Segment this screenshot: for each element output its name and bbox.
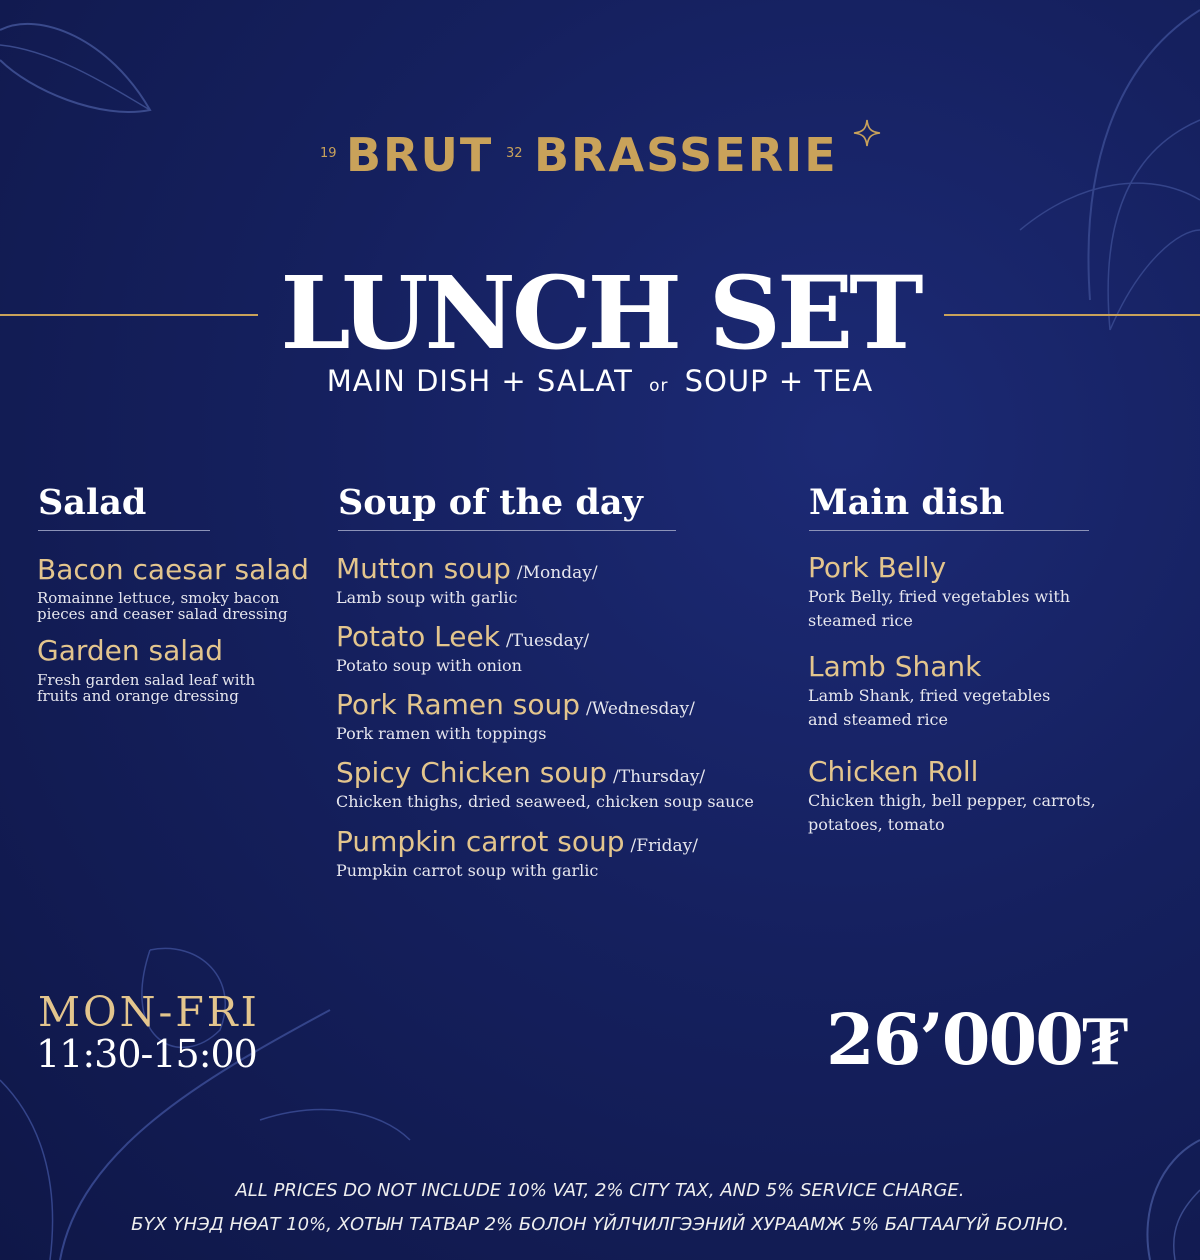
desc-line: and steamed rice — [808, 710, 948, 729]
menu-item-desc — [808, 684, 1050, 732]
menu-item-desc — [37, 590, 288, 622]
menu-item-desc: Chicken thighs, dried seaweed, chicken soup sauce — [336, 792, 754, 811]
service-days: MON-FRI — [38, 988, 260, 1036]
soup-name: Pork Ramen soup — [336, 688, 581, 721]
soup-name: Mutton soup — [336, 552, 511, 585]
soup-day: /Thursday/ — [613, 767, 706, 787]
soup-heading: Soup of the day — [338, 482, 643, 523]
leaf-decoration-top-left — [0, 0, 160, 150]
menu-item-desc: Potato soup with onion — [336, 656, 522, 675]
soup-day: /Wednesday/ — [586, 699, 695, 719]
menu-item-name — [336, 688, 695, 721]
soup-heading-rule — [338, 530, 676, 531]
menu-item-desc: Pork ramen with toppings — [336, 724, 547, 743]
menu-item-desc — [808, 789, 1096, 837]
menu-item-desc: Lamb soup with garlic — [336, 588, 518, 607]
brand-logo — [318, 118, 898, 188]
menu-item-desc — [808, 585, 1070, 633]
leaf-decoration-bottom-left — [0, 920, 420, 1260]
desc-line: Romainne lettuce, smoky bacon — [37, 589, 280, 607]
main-heading: Main dish — [809, 482, 1005, 523]
main-heading-rule — [809, 530, 1089, 531]
desc-line: Chicken thigh, bell pepper, carrots, — [808, 791, 1096, 810]
menu-item-name: Pork Belly — [808, 551, 947, 584]
menu-item-name — [336, 552, 598, 585]
desc-line: Pork Belly, fried vegetables with — [808, 587, 1071, 606]
subtitle-part2: SOUP + TEA — [684, 364, 874, 398]
set-price: 26’000₮ — [826, 998, 1127, 1081]
menu-item-name: Garden salad — [37, 634, 223, 667]
desc-line: Lamb Shank, fried vegetables — [808, 686, 1051, 705]
sparkle-icon — [852, 118, 882, 148]
soup-name: Potato Leek — [336, 620, 500, 653]
logo-year-left: 19 — [320, 146, 337, 161]
tax-notice-en: ALL PRICES DO NOT INCLUDE 10% VAT, 2% CITY TAX, AND 5% SERVICE CHARGE. — [235, 1180, 965, 1201]
desc-line: Fresh garden salad leaf with — [37, 671, 256, 689]
soup-day: /Monday/ — [516, 563, 598, 583]
logo-year-right: 32 — [506, 146, 523, 161]
subtitle-or: or — [649, 376, 669, 396]
desc-line: fruits and orange dressing — [37, 687, 239, 705]
page-title: LUNCH SET — [280, 254, 920, 372]
menu-item-name — [336, 620, 589, 653]
menu-item-desc — [37, 672, 255, 704]
menu-item-name — [336, 825, 698, 858]
salad-heading: Salad — [38, 482, 147, 523]
soup-day: /Friday/ — [630, 836, 698, 856]
menu-item-desc: Pumpkin carrot soup with garlic — [336, 861, 599, 880]
menu-item-name: Bacon caesar salad — [37, 553, 309, 586]
soup-name: Spicy Chicken soup — [336, 756, 607, 789]
soup-name: Pumpkin carrot soup — [336, 825, 625, 858]
menu-item-name: Lamb Shank — [808, 650, 982, 683]
menu-item-name — [336, 756, 705, 789]
logo-word-brasserie: BRASSERIE — [534, 128, 838, 182]
salad-heading-rule — [38, 530, 210, 531]
subtitle-part1: MAIN DISH + SALAT — [326, 364, 633, 398]
desc-line: steamed rice — [808, 611, 913, 630]
desc-line: potatoes, tomato — [808, 815, 945, 834]
desc-line: pieces and ceaser salad dressing — [37, 605, 288, 623]
logo-word-brut: BRUT — [346, 128, 494, 182]
set-composition — [0, 364, 1200, 398]
menu-item-name: Chicken Roll — [808, 755, 979, 788]
soup-day: /Tuesday/ — [505, 631, 590, 651]
service-hours: 11:30-15:00 — [36, 1032, 257, 1076]
tax-notice-mn: БҮХ ҮНЭД НӨАТ 10%, ХОТЫН ТАТВАР 2% БОЛОН ҮЙЛЧИЛГЭЭНИЙ ХУРААМЖ 5% БАГТААГҮЙ БОЛНО. — [131, 1214, 1069, 1235]
